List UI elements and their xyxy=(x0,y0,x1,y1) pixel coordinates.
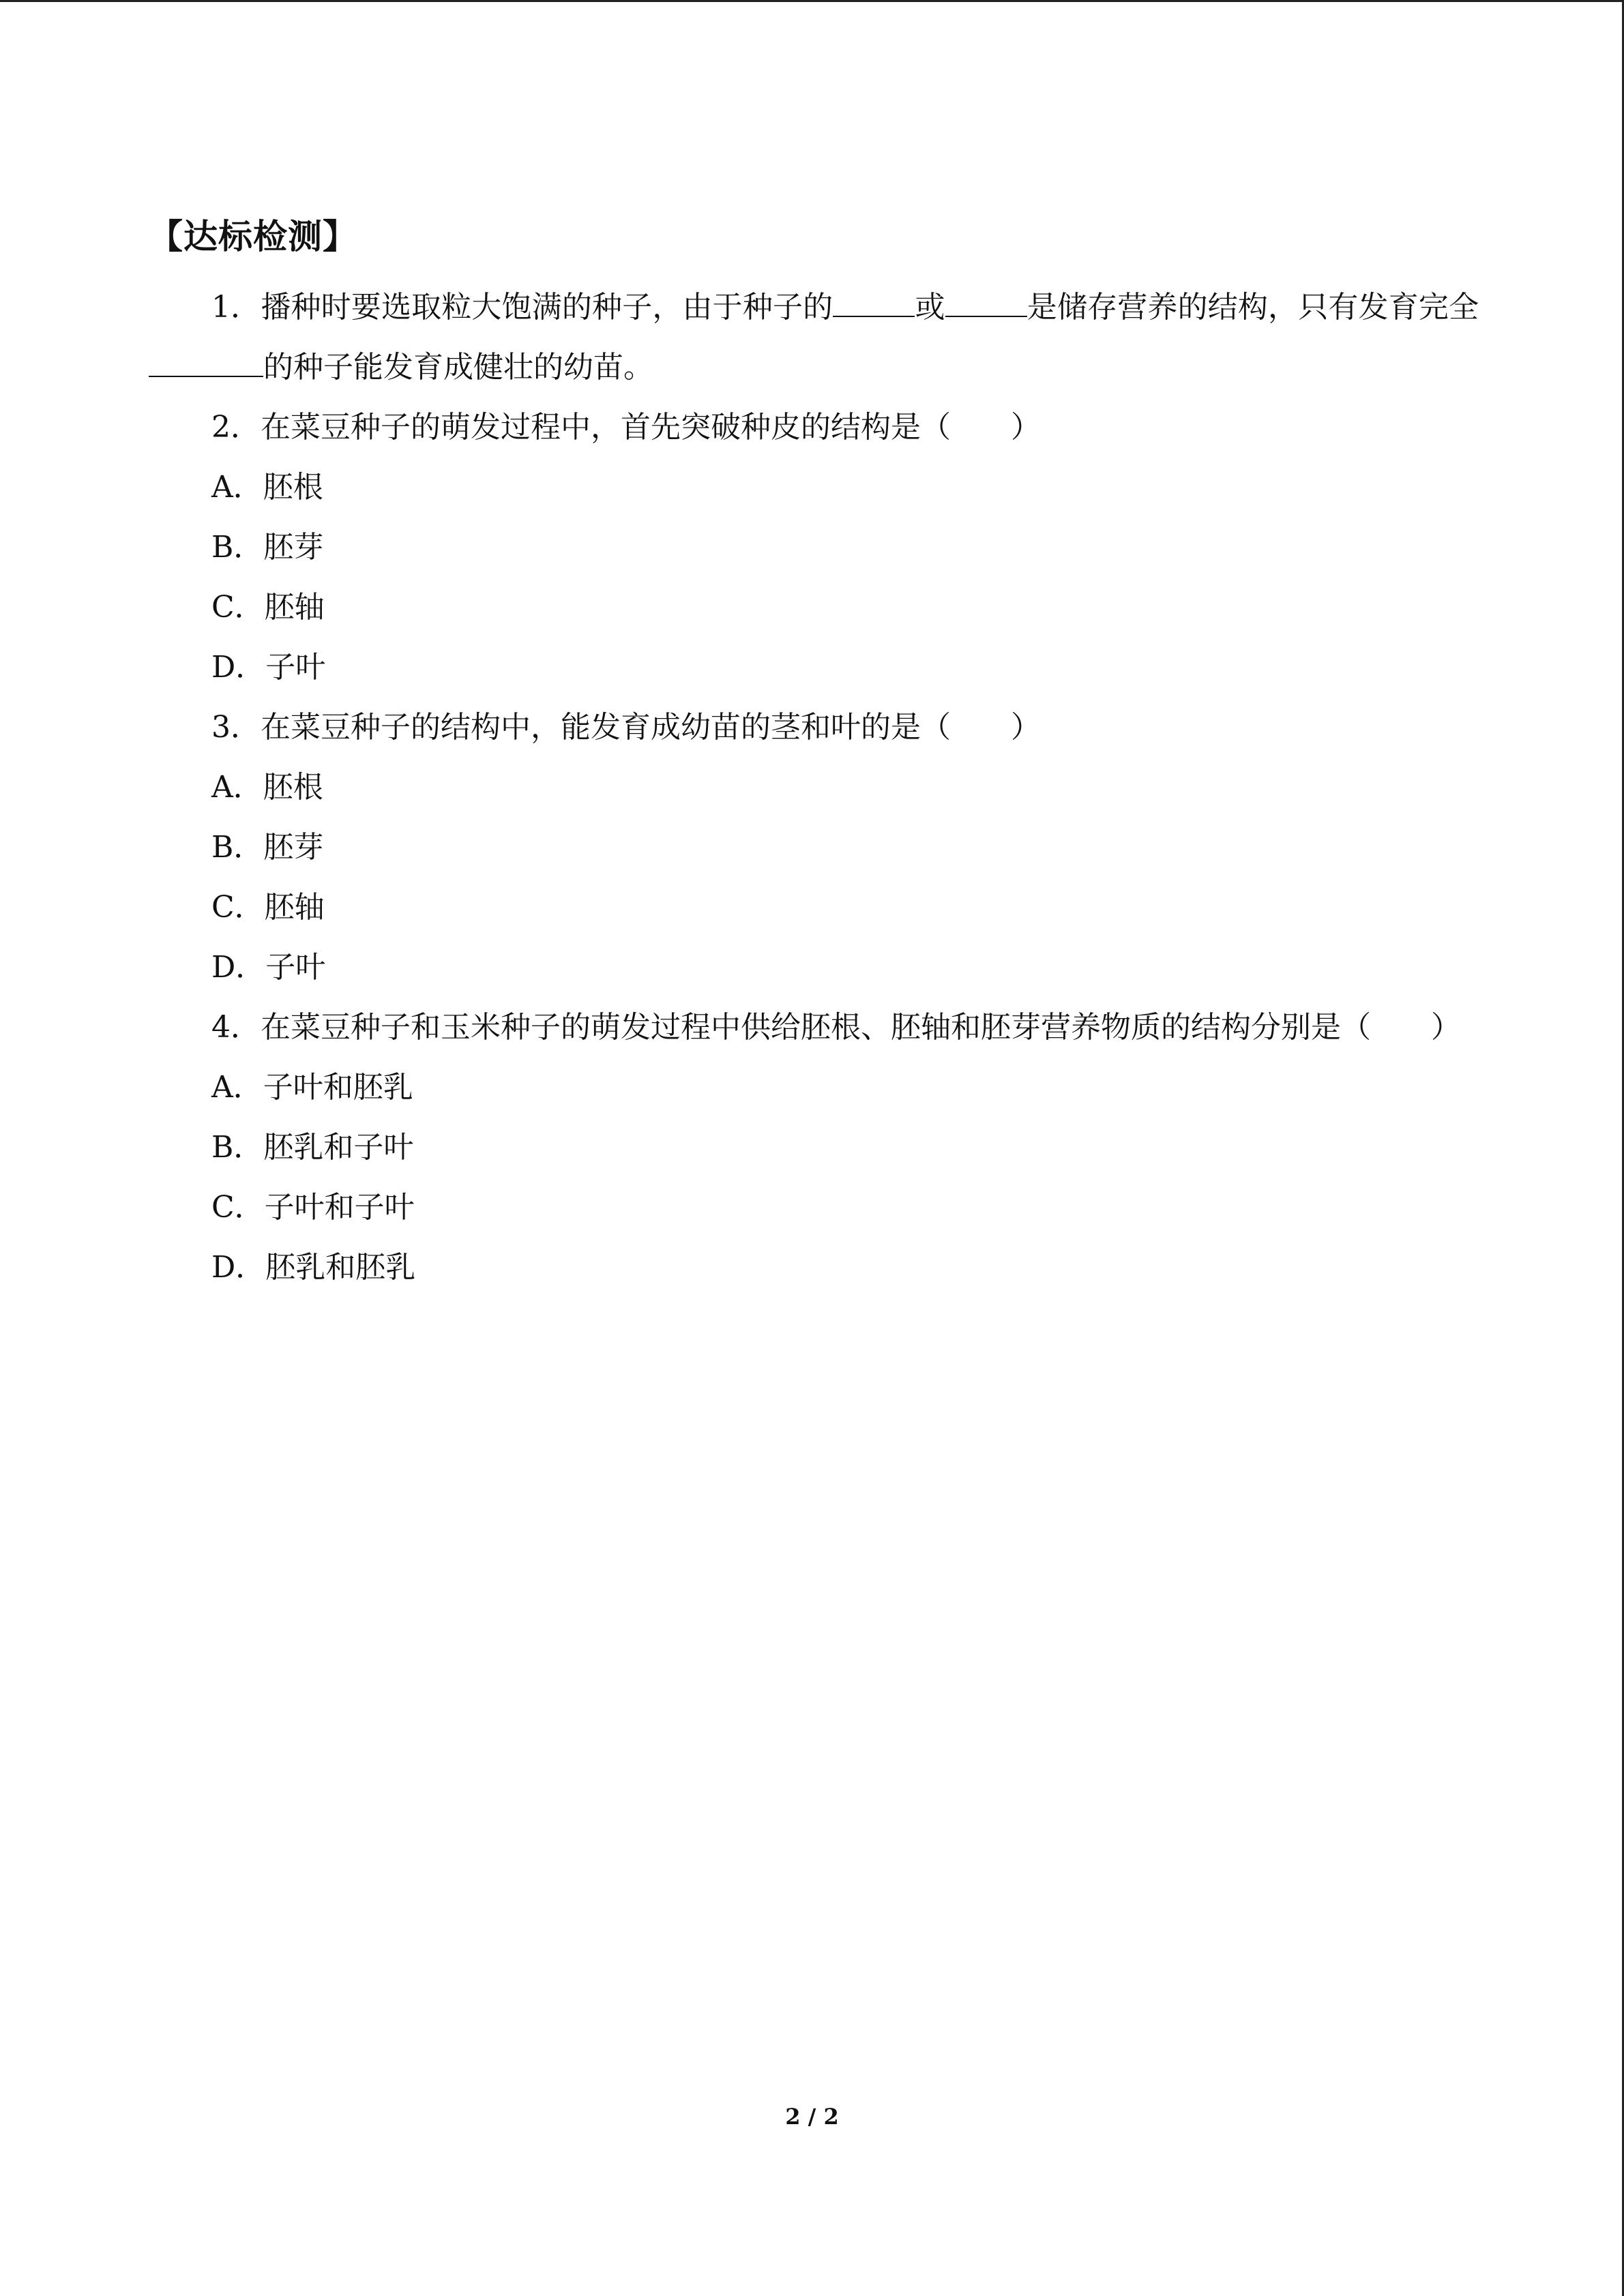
question-4-option-c: C．子叶和子叶 xyxy=(211,1190,415,1225)
question-3-option-c: C．胚轴 xyxy=(211,890,325,925)
question-2-stem-end: ） xyxy=(1011,410,1041,445)
fill-blank-1 xyxy=(833,288,915,317)
question-2-number: 2． xyxy=(211,410,261,445)
question-4-number: 4． xyxy=(211,1010,261,1045)
page-border-top xyxy=(0,0,1624,2)
question-4-option-d: D．胚乳和胚乳 xyxy=(211,1250,416,1285)
question-1-text-part2: 或 xyxy=(915,290,945,325)
section-title: 【达标检测】 xyxy=(149,217,357,256)
question-4-option-b: B．胚乳和子叶 xyxy=(211,1130,414,1165)
question-2 xyxy=(149,398,1479,458)
question-3-option-a: A．胚根 xyxy=(211,770,323,805)
question-3-number: 3． xyxy=(211,710,261,745)
question-1-number: 1． xyxy=(211,290,261,325)
question-2-option-b: B．胚芽 xyxy=(211,530,324,565)
question-2-option-c: C．胚轴 xyxy=(211,590,325,625)
page-number: 2 / 2 xyxy=(785,2104,839,2130)
question-1-text-part3: 是储存营养的结构，只有发育完全 xyxy=(1027,290,1479,325)
question-2-option-d: D．子叶 xyxy=(211,650,326,685)
question-3 xyxy=(149,698,1479,758)
question-3-option-b: B．胚芽 xyxy=(211,830,324,865)
question-4-option-a: A．子叶和胚乳 xyxy=(211,1070,413,1105)
question-1 xyxy=(149,278,1479,398)
question-4-stem-end: ） xyxy=(1431,1010,1461,1045)
question-1-text-part1: 播种时要选取粒大饱满的种子，由于种子的 xyxy=(261,290,833,325)
question-3-stem: 在菜豆种子的结构中，能发育成幼苗的茎和叶的是（ xyxy=(261,710,951,745)
fill-blank-2 xyxy=(945,288,1027,317)
question-3-option-d: D．子叶 xyxy=(211,950,326,985)
question-2-option-a: A．胚根 xyxy=(211,470,323,505)
fill-blank-3 xyxy=(149,348,263,377)
question-2-stem: 在菜豆种子的萌发过程中，首先突破种皮的结构是（ xyxy=(261,410,951,445)
question-4 xyxy=(149,998,1479,1058)
question-4-stem: 在菜豆种子和玉米种子的萌发过程中供给胚根、胚轴和胚芽营养物质的结构分别是（ xyxy=(261,1010,1371,1045)
question-1-text-part4: 的种子能发育成健壮的幼苗。 xyxy=(263,350,653,385)
document-content xyxy=(149,208,1479,1298)
question-3-stem-end: ） xyxy=(1011,710,1041,745)
